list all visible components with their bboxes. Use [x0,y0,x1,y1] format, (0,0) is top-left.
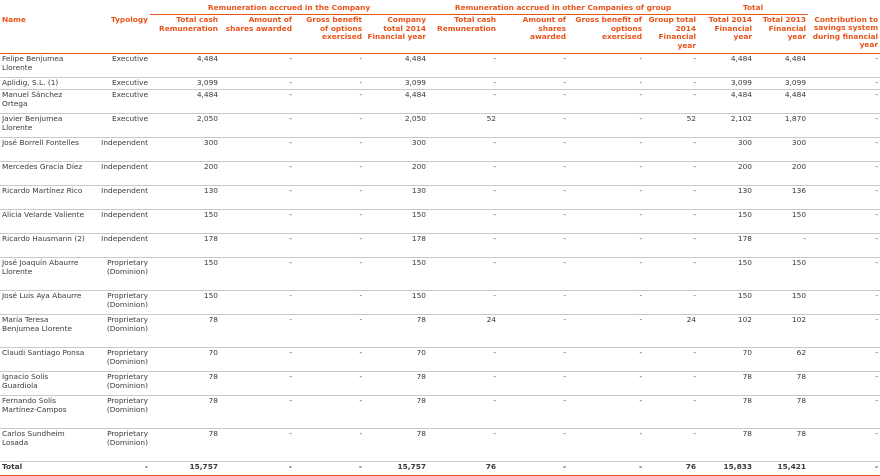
value-cell: - [644,210,698,234]
director-name-cell: Ricardo Martínez Rico [0,186,88,210]
value-cell: - [808,54,880,78]
value-cell: - [568,138,644,162]
value-cell: 78 [150,429,220,462]
typology-cell: Executive [88,78,150,90]
value-cell: 200 [754,162,808,186]
value-cell: - [294,429,364,462]
value-cell: - [220,234,294,258]
column-header: Gross benefit of options exercised [294,15,364,54]
total-value-cell: - [220,462,294,476]
value-cell: - [808,78,880,90]
director-name-cell: José Borrell Fontelles [0,138,88,162]
value-cell: - [220,372,294,396]
value-cell: - [808,372,880,396]
value-cell: 200 [364,162,428,186]
table-row [0,429,880,462]
value-cell: - [294,348,364,372]
total-value-cell: - [498,462,568,476]
director-name-cell: José Luis Aya Abaurre [0,291,88,315]
table-row [0,315,880,348]
value-cell: - [644,372,698,396]
value-cell: - [754,234,808,258]
value-cell: 3,099 [698,78,754,90]
value-cell: - [808,234,880,258]
value-cell: 4,484 [698,54,754,78]
value-cell: 130 [698,186,754,210]
director-name-cell: Carlos Sundheim Losada [0,429,88,462]
column-header: Total cash Remuneration [150,15,220,54]
value-cell: - [808,114,880,138]
value-cell: 178 [150,234,220,258]
value-cell: - [428,258,498,291]
value-cell: - [428,138,498,162]
value-cell: - [294,234,364,258]
value-cell: 2,050 [150,114,220,138]
value-cell: - [294,315,364,348]
value-cell: - [808,291,880,315]
value-cell: 78 [754,429,808,462]
value-cell: - [498,315,568,348]
director-name-cell: Aplidig, S.L. (1) [0,78,88,90]
value-cell: - [568,348,644,372]
value-cell: 150 [150,258,220,291]
value-cell: - [498,429,568,462]
value-cell: - [498,372,568,396]
value-cell: 150 [364,210,428,234]
value-cell: - [568,210,644,234]
value-cell: - [294,78,364,90]
value-cell: - [808,90,880,114]
value-cell: 24 [644,315,698,348]
group-header-company: Remuneration accrued in the Company [150,0,428,15]
value-cell: - [294,162,364,186]
value-cell: - [498,162,568,186]
total-row [0,462,880,476]
table-row [0,348,880,372]
value-cell: - [644,78,698,90]
director-name-cell: Claudi Santiago Ponsa [0,348,88,372]
value-cell: 70 [698,348,754,372]
value-cell: 70 [150,348,220,372]
value-cell: - [498,291,568,315]
value-cell: - [568,162,644,186]
director-name-cell: Manuel Sánchez Ortega [0,90,88,114]
value-cell: 78 [150,315,220,348]
value-cell: 70 [364,348,428,372]
value-cell: - [220,291,294,315]
column-header: Contribution to savings system during financial year [808,15,880,54]
total-value-cell: - [808,462,880,476]
typology-cell: Independent [88,138,150,162]
value-cell: 178 [364,234,428,258]
value-cell: - [644,429,698,462]
value-cell: - [220,90,294,114]
typology-cell: Proprietary (Dominion) [88,348,150,372]
value-cell: 4,484 [364,90,428,114]
value-cell: 178 [698,234,754,258]
typology-cell: Proprietary (Dominion) [88,429,150,462]
value-cell: - [294,138,364,162]
group-header-spacer-end [808,0,880,15]
typology-cell: Executive [88,54,150,78]
value-cell: 24 [428,315,498,348]
value-cell: 52 [644,114,698,138]
typology-cell: Proprietary (Dominion) [88,396,150,429]
value-cell: - [808,186,880,210]
value-cell: - [568,114,644,138]
total-value-cell: 15,757 [364,462,428,476]
column-header: Total cash Remuneration [428,15,498,54]
value-cell: 78 [150,396,220,429]
typology-cell: Proprietary (Dominion) [88,291,150,315]
value-cell: 130 [364,186,428,210]
value-cell: 150 [754,210,808,234]
value-cell: 150 [150,210,220,234]
value-cell: 4,484 [754,54,808,78]
director-name-cell: Ignacio Solís Guardiola [0,372,88,396]
value-cell: - [644,162,698,186]
value-cell: 300 [364,138,428,162]
total-value-cell: 15,421 [754,462,808,476]
table-row [0,210,880,234]
value-cell: - [808,429,880,462]
value-cell: - [644,348,698,372]
value-cell: 78 [698,372,754,396]
director-name-cell: José Joaquín Abaurre Llorente [0,258,88,291]
column-header: Total 2013 Financial year [754,15,808,54]
total-value-cell: 76 [644,462,698,476]
table-row [0,162,880,186]
value-cell: 300 [150,138,220,162]
column-header: Amount of shares awarded [498,15,568,54]
value-cell: - [220,429,294,462]
value-cell: - [294,210,364,234]
value-cell: - [644,90,698,114]
value-cell: - [808,348,880,372]
typology-cell: Executive [88,90,150,114]
value-cell: - [808,315,880,348]
column-header: Total 2014 Financial year [698,15,754,54]
value-cell: - [220,315,294,348]
value-cell: - [808,138,880,162]
value-cell: - [644,258,698,291]
value-cell: 4,484 [150,54,220,78]
value-cell: - [428,348,498,372]
director-name-cell: Ricardo Hausmann (2) [0,234,88,258]
value-cell: - [220,114,294,138]
table-row [0,114,880,138]
value-cell: - [498,54,568,78]
value-cell: - [294,258,364,291]
value-cell: - [498,210,568,234]
director-name-cell: Fernando Solís Martínez-Campos [0,396,88,429]
table-row [0,258,880,291]
value-cell: 102 [698,315,754,348]
value-cell: - [568,186,644,210]
value-cell: - [428,78,498,90]
value-cell: 4,484 [754,90,808,114]
typology-cell: Independent [88,186,150,210]
value-cell: - [568,234,644,258]
typology-cell: Proprietary (Dominion) [88,258,150,291]
value-cell: - [644,54,698,78]
value-cell: 78 [364,315,428,348]
table-row [0,186,880,210]
column-header: Gross benefit of options exercised [568,15,644,54]
value-cell: - [644,138,698,162]
value-cell: - [220,162,294,186]
value-cell: 150 [364,258,428,291]
value-cell: - [294,90,364,114]
value-cell: 3,099 [754,78,808,90]
value-cell: - [568,291,644,315]
value-cell: - [220,258,294,291]
table-row [0,234,880,258]
value-cell: - [220,348,294,372]
value-cell: - [428,234,498,258]
value-cell: 78 [364,372,428,396]
total-value-cell: 15,757 [150,462,220,476]
value-cell: - [294,114,364,138]
value-cell: - [428,429,498,462]
value-cell: - [428,396,498,429]
value-cell: - [568,315,644,348]
value-cell: - [220,396,294,429]
value-cell: - [428,162,498,186]
value-cell: - [568,429,644,462]
column-header: Group total 2014 Financial year [644,15,698,54]
total-value-cell: - [294,462,364,476]
value-cell: - [498,78,568,90]
total-value-cell: 76 [428,462,498,476]
value-cell: - [644,186,698,210]
value-cell: 3,099 [150,78,220,90]
value-cell: - [644,291,698,315]
typology-cell: Independent [88,210,150,234]
typology-cell: Proprietary (Dominion) [88,315,150,348]
value-cell: 150 [698,210,754,234]
value-cell: 150 [364,291,428,315]
value-cell: 78 [754,396,808,429]
value-cell: - [220,210,294,234]
value-cell: 52 [428,114,498,138]
group-header-spacer [0,0,150,15]
value-cell: - [498,396,568,429]
value-cell: 2,050 [364,114,428,138]
value-cell: 150 [698,258,754,291]
typology-cell: Proprietary (Dominion) [88,372,150,396]
table-row [0,372,880,396]
table-row [0,78,880,90]
column-header: Typology [88,15,150,54]
group-header-total: Total [698,0,808,15]
value-cell: - [294,54,364,78]
value-cell: 78 [150,372,220,396]
total-label-cell: Total [0,462,88,476]
total-value-cell: 15,833 [698,462,754,476]
value-cell: - [428,372,498,396]
typology-cell: Independent [88,162,150,186]
value-cell: 200 [150,162,220,186]
value-cell: - [294,372,364,396]
value-cell: - [644,396,698,429]
value-cell: - [808,162,880,186]
value-cell: - [568,54,644,78]
value-cell: 3,099 [364,78,428,90]
value-cell: 150 [754,291,808,315]
value-cell: 78 [364,396,428,429]
value-cell: - [294,186,364,210]
value-cell: 62 [754,348,808,372]
value-cell: 78 [698,396,754,429]
value-cell: 2,102 [698,114,754,138]
value-cell: - [294,396,364,429]
group-header-row [0,0,880,15]
value-cell: 4,484 [364,54,428,78]
table-row [0,396,880,429]
total-value-cell: - [568,462,644,476]
director-name-cell: Felipe Benjumea Llorente [0,54,88,78]
value-cell: - [808,396,880,429]
value-cell: 200 [698,162,754,186]
director-name-cell: Mercedes Gracia Díez [0,162,88,186]
value-cell: 4,484 [698,90,754,114]
value-cell: - [220,78,294,90]
table-row [0,138,880,162]
value-cell: - [808,210,880,234]
value-cell: - [428,90,498,114]
value-cell: 300 [754,138,808,162]
value-cell: 150 [698,291,754,315]
value-cell: - [568,396,644,429]
value-cell: 78 [364,429,428,462]
value-cell: 150 [150,291,220,315]
director-name-cell: Javier Benjumea Llorente [0,114,88,138]
value-cell: - [568,258,644,291]
value-cell: 1,870 [754,114,808,138]
column-header: Company total 2014 Financial year [364,15,428,54]
value-cell: - [498,234,568,258]
value-cell: - [644,234,698,258]
director-name-cell: Alicia Velarde Valiente [0,210,88,234]
value-cell: - [808,258,880,291]
value-cell: 300 [698,138,754,162]
value-cell: - [498,186,568,210]
column-header-row [0,15,880,54]
value-cell: 78 [698,429,754,462]
value-cell: - [498,90,568,114]
column-header: Name [0,15,88,54]
table-row [0,90,880,114]
director-name-cell: María Teresa Benjumea Llorente [0,315,88,348]
total-value-cell: - [88,462,150,476]
table-row [0,291,880,315]
value-cell: - [498,138,568,162]
value-cell: - [498,114,568,138]
value-cell: - [428,291,498,315]
value-cell: - [428,186,498,210]
value-cell: 130 [150,186,220,210]
value-cell: 4,484 [150,90,220,114]
value-cell: 102 [754,315,808,348]
value-cell: 150 [754,258,808,291]
group-header-other-companies: Remuneration accrued in other Companies of group [428,0,698,15]
value-cell: - [220,186,294,210]
value-cell: - [294,291,364,315]
column-header: Amount of shares awarded [220,15,294,54]
value-cell: - [568,372,644,396]
value-cell: - [220,54,294,78]
value-cell: - [498,258,568,291]
typology-cell: Executive [88,114,150,138]
value-cell: - [568,78,644,90]
value-cell: 136 [754,186,808,210]
value-cell: - [220,138,294,162]
value-cell: - [428,54,498,78]
typology-cell: Independent [88,234,150,258]
table-row [0,54,880,78]
value-cell: 78 [754,372,808,396]
value-cell: - [428,210,498,234]
value-cell: - [568,90,644,114]
value-cell: - [498,348,568,372]
